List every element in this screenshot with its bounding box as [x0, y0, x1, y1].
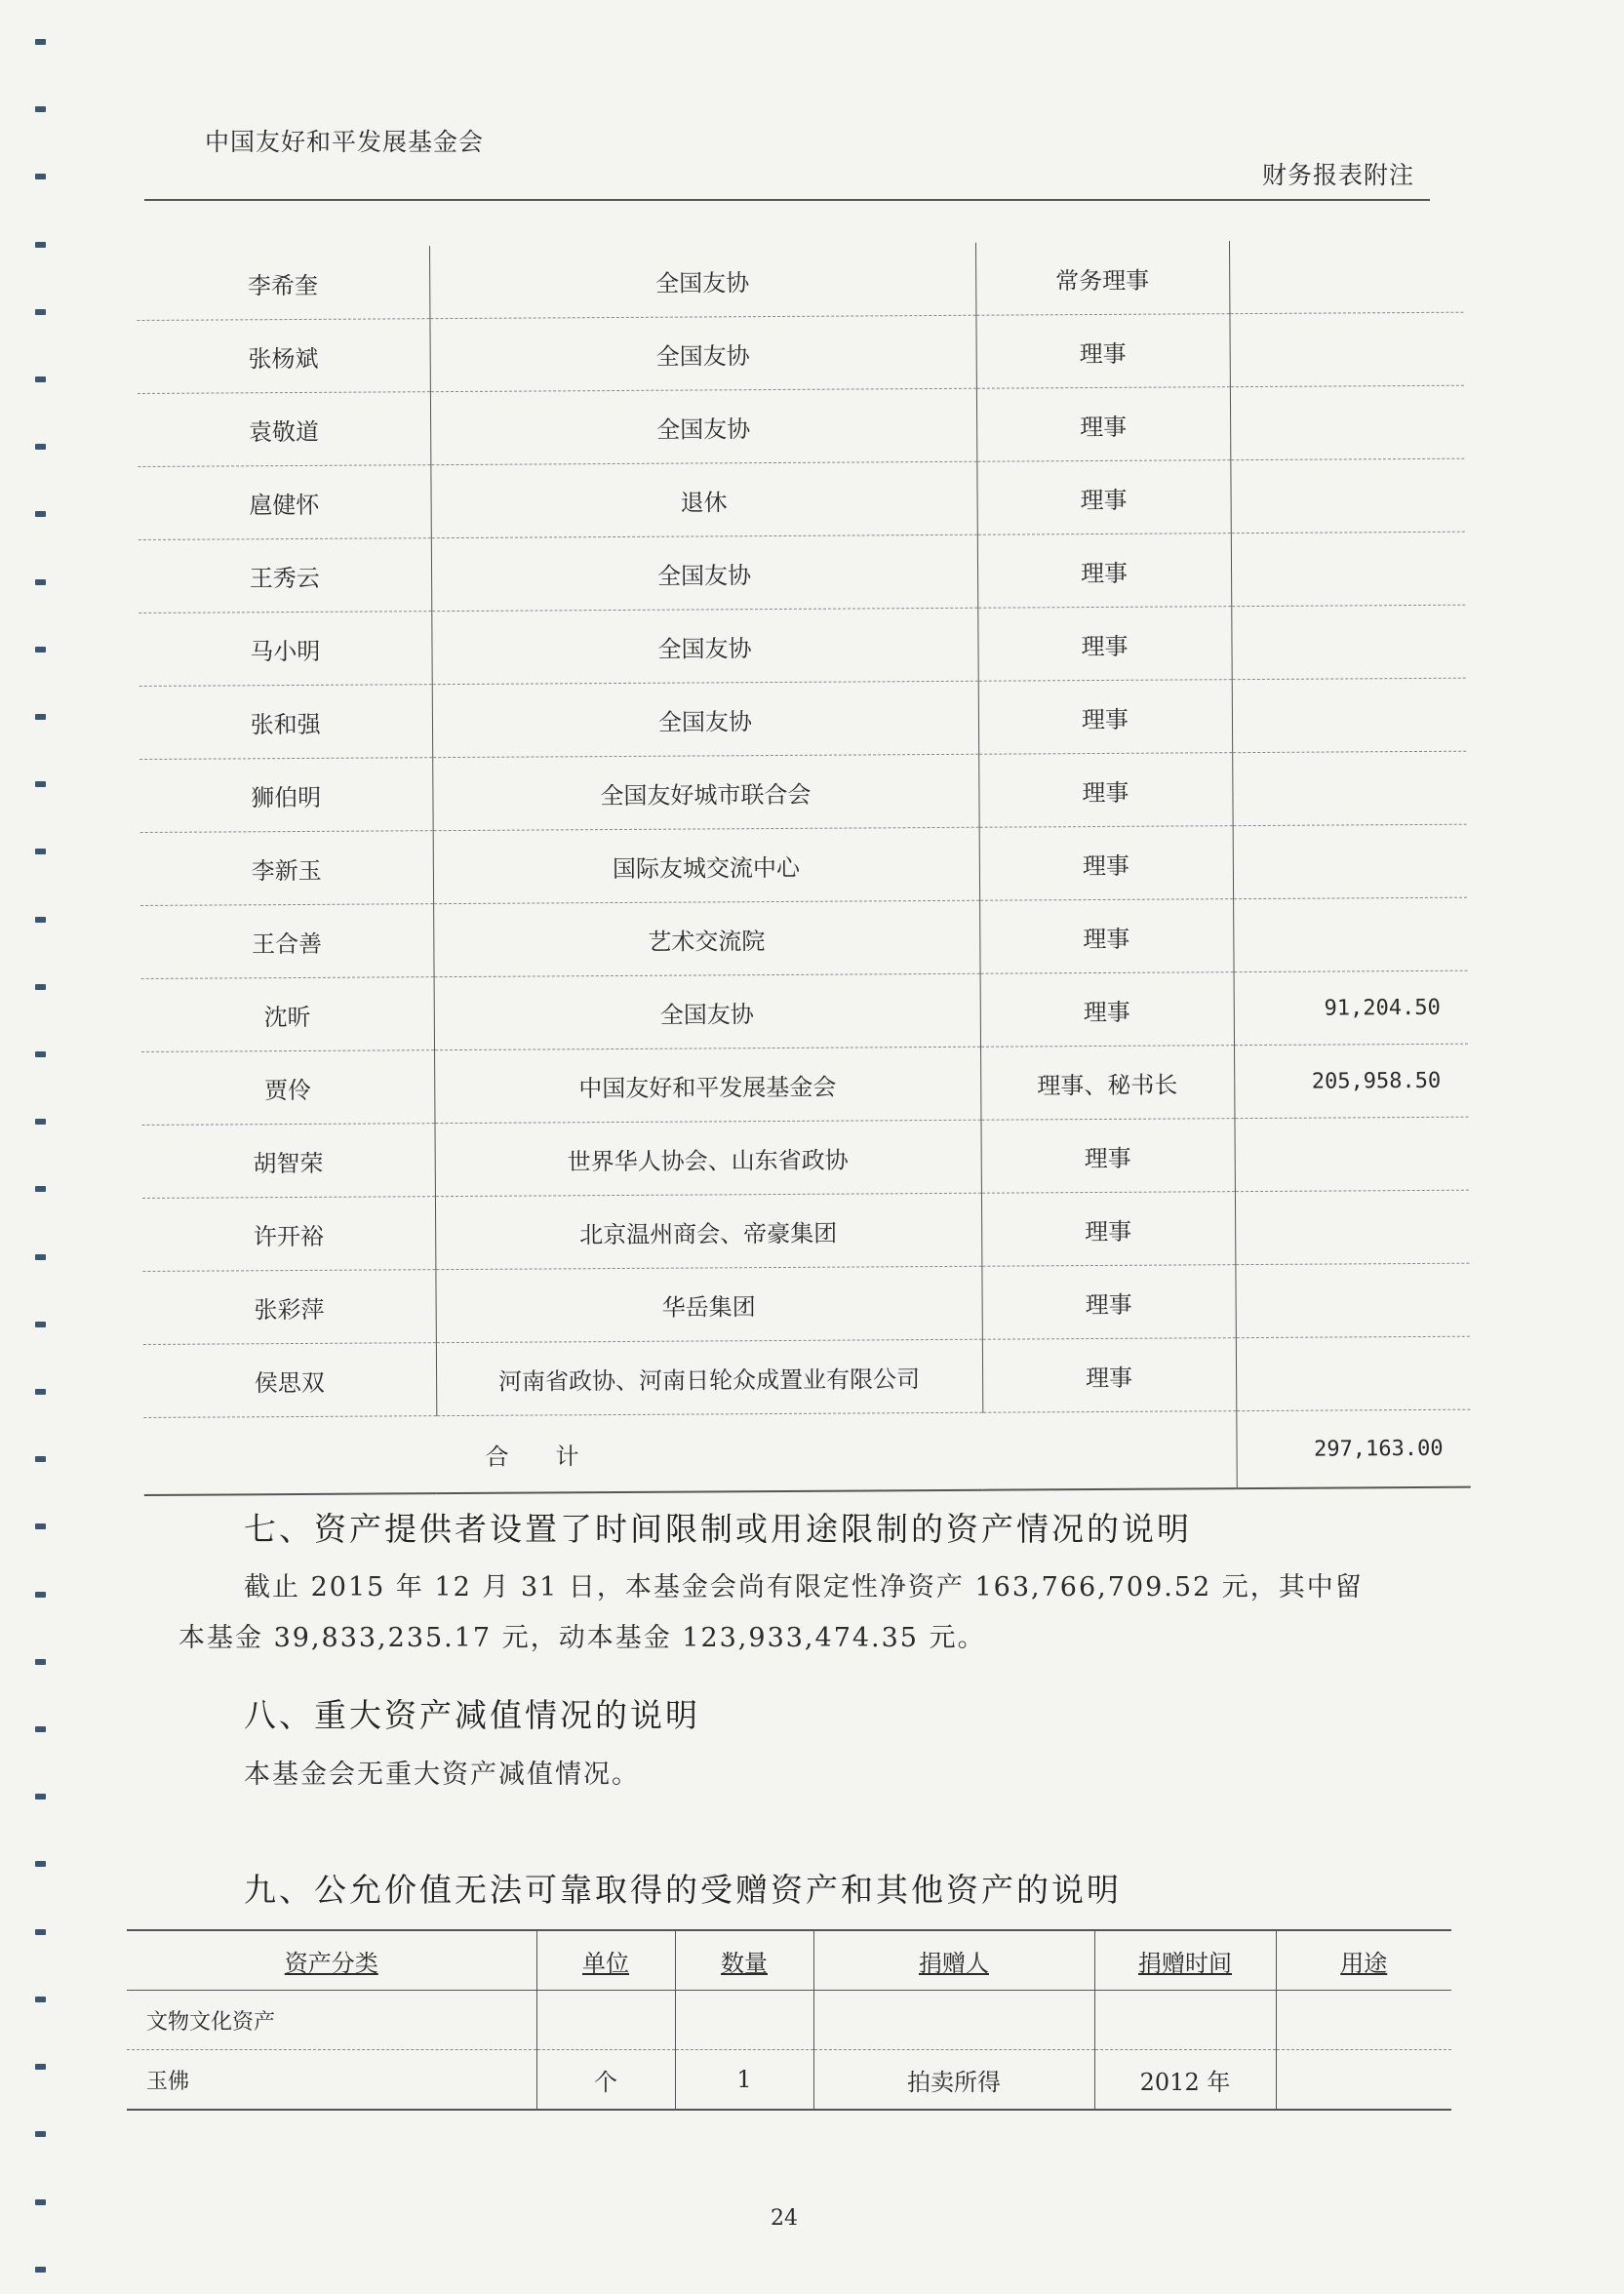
amount-cell — [1234, 1117, 1468, 1191]
unit-cell — [536, 1991, 675, 2050]
amount-cell — [1231, 605, 1465, 679]
purpose-cell — [1276, 1991, 1451, 2050]
table-row — [141, 970, 1468, 1051]
position-cell: 理事 — [981, 1192, 1235, 1267]
affiliation-cell: 退休 — [430, 461, 976, 537]
member-name-cell: 袁敬道 — [138, 392, 430, 467]
table-row — [140, 824, 1467, 905]
member-name-cell: 王秀云 — [139, 538, 431, 613]
affiliation-cell: 北京温州商会、帝豪集团 — [435, 1193, 981, 1269]
donor-cell: 拍卖所得 — [813, 2050, 1094, 2111]
col-donation-time: 捐赠时间 — [1094, 1930, 1276, 1991]
table-row — [137, 312, 1463, 393]
spiral-binding — [35, 39, 49, 2273]
total-value: 297,163.00 — [1236, 1409, 1470, 1488]
section-7-title: 七、资产提供者设置了时间限制或用途限制的资产情况的说明 — [244, 1510, 1192, 1548]
member-name-cell: 扈健怀 — [138, 465, 430, 540]
position-cell: 理事 — [976, 460, 1230, 535]
member-name-cell: 侯思双 — [143, 1343, 436, 1418]
position-cell: 理事 — [981, 1265, 1235, 1340]
col-purpose: 用途 — [1276, 1930, 1451, 1991]
header-organization: 中国友好和平发展基金会 — [205, 128, 485, 156]
affiliation-cell: 全国友协 — [429, 243, 975, 319]
amount-cell — [1230, 385, 1464, 459]
table-row — [139, 532, 1465, 613]
total-empty-cell — [982, 1411, 1236, 1490]
section-8-text: 本基金会无重大资产减值情况。 — [244, 1760, 640, 1790]
assets-header-row — [127, 1930, 1451, 1991]
amount-cell — [1236, 1336, 1470, 1410]
amount-cell — [1230, 458, 1464, 533]
member-name-cell: 沈昕 — [141, 977, 434, 1052]
position-cell: 理事 — [978, 680, 1232, 755]
position-cell: 理事 — [976, 387, 1230, 462]
amount-cell: 205,958.50 — [1234, 1044, 1468, 1118]
header-document-title: 财务报表附注 — [1261, 161, 1414, 189]
purpose-cell — [1276, 2050, 1451, 2111]
quantity-cell: 1 — [675, 2050, 813, 2111]
affiliation-cell: 全国友协 — [430, 388, 976, 464]
table-row — [142, 1190, 1469, 1271]
donated-assets-table — [127, 1929, 1451, 2111]
col-donor: 捐赠人 — [813, 1930, 1094, 1991]
member-name-cell: 贾伶 — [141, 1050, 434, 1126]
amount-cell — [1229, 240, 1463, 314]
amount-cell — [1235, 1190, 1469, 1264]
donation-time-cell: 2012 年 — [1094, 2050, 1276, 2111]
col-quantity: 数量 — [675, 1930, 813, 1991]
amount-cell — [1235, 1263, 1469, 1337]
affiliation-cell: 全国友协 — [431, 534, 977, 611]
affiliation-cell: 中国友好和平发展基金会 — [434, 1047, 980, 1123]
asset-category-cell: 玉佛 — [127, 2050, 536, 2111]
table-row — [139, 678, 1466, 759]
position-cell: 理事 — [979, 826, 1233, 901]
table-row — [141, 1117, 1468, 1198]
position-cell: 常务理事 — [975, 241, 1229, 315]
position-cell: 理事、秘书长 — [980, 1046, 1234, 1121]
table-row — [138, 458, 1464, 539]
unit-cell: 个 — [536, 2050, 675, 2111]
affiliation-cell: 全国友协 — [434, 973, 980, 1049]
affiliation-cell: 华岳集团 — [435, 1266, 981, 1342]
amount-cell — [1229, 312, 1463, 386]
board-members-table — [137, 240, 1471, 1496]
position-cell: 理事 — [977, 607, 1231, 682]
affiliation-cell: 全国友协 — [429, 315, 975, 391]
col-asset-category: 资产分类 — [127, 1930, 536, 1991]
total-label: 合计 — [143, 1412, 982, 1495]
table-row — [141, 1044, 1468, 1125]
col-unit: 单位 — [536, 1930, 675, 1991]
affiliation-cell: 全国友协 — [432, 681, 978, 757]
member-name-cell: 狮伯明 — [139, 758, 432, 833]
member-name-cell: 马小明 — [139, 612, 431, 687]
amount-cell — [1233, 824, 1467, 898]
page-number: 24 — [771, 2206, 798, 2231]
section-7-line-1: 截止 2015 年 12 月 31 日，本基金会尚有限定性净资产 163,766,709.52 元，其中留 — [244, 1572, 1364, 1602]
position-cell: 理事 — [977, 534, 1231, 609]
position-cell: 理事 — [982, 1338, 1236, 1413]
table-row — [137, 240, 1463, 321]
total-row — [143, 1409, 1470, 1495]
member-name-cell: 张和强 — [139, 685, 432, 760]
amount-cell — [1233, 897, 1467, 971]
affiliation-cell: 河南省政协、河南日轮众成置业有限公司 — [436, 1339, 982, 1415]
table-row — [139, 751, 1466, 832]
amount-cell — [1231, 532, 1465, 606]
section-8-title: 八、重大资产减值情况的说明 — [244, 1696, 700, 1734]
section-7-line-2: 本基金 39,833,235.17 元，动本基金 123,933,474.35 元。 — [178, 1623, 986, 1653]
donation-time-cell — [1094, 1991, 1276, 2050]
affiliation-cell: 全国友好城市联合会 — [432, 754, 978, 830]
position-cell: 理事 — [980, 1119, 1234, 1194]
position-cell: 理事 — [978, 753, 1232, 828]
table-row — [143, 1336, 1470, 1417]
member-name-cell: 张彩萍 — [142, 1270, 435, 1345]
member-name-cell: 王合善 — [140, 904, 433, 979]
member-name-cell: 张杨斌 — [137, 319, 429, 394]
member-name-cell: 许开裕 — [142, 1197, 435, 1272]
amount-cell — [1232, 751, 1466, 825]
table-row — [127, 1991, 1451, 2050]
position-cell: 理事 — [979, 899, 1233, 974]
member-name-cell: 李希奎 — [137, 246, 429, 320]
affiliation-cell: 世界华人协会、山东省政协 — [434, 1120, 980, 1196]
position-cell: 理事 — [975, 314, 1229, 389]
position-cell: 理事 — [980, 972, 1234, 1048]
affiliation-cell: 艺术交流院 — [433, 900, 979, 976]
table-row — [138, 385, 1464, 466]
affiliation-cell: 国际友城交流中心 — [433, 827, 979, 903]
table-row — [127, 2050, 1451, 2111]
quantity-cell — [675, 1991, 813, 2050]
table-row — [142, 1263, 1469, 1344]
donor-cell — [813, 1991, 1094, 2050]
affiliation-cell: 全国友协 — [431, 608, 977, 684]
header-rule — [144, 199, 1430, 201]
member-name-cell: 李新玉 — [140, 831, 433, 906]
table-row — [140, 897, 1467, 978]
member-name-cell: 胡智荣 — [141, 1124, 434, 1199]
table-row — [139, 605, 1465, 686]
amount-cell — [1232, 678, 1466, 752]
section-9-title: 九、公允价值无法可靠取得的受赠资产和其他资产的说明 — [244, 1871, 1122, 1909]
amount-cell: 91,204.50 — [1234, 970, 1468, 1045]
asset-category-cell: 文物文化资产 — [127, 1991, 536, 2050]
